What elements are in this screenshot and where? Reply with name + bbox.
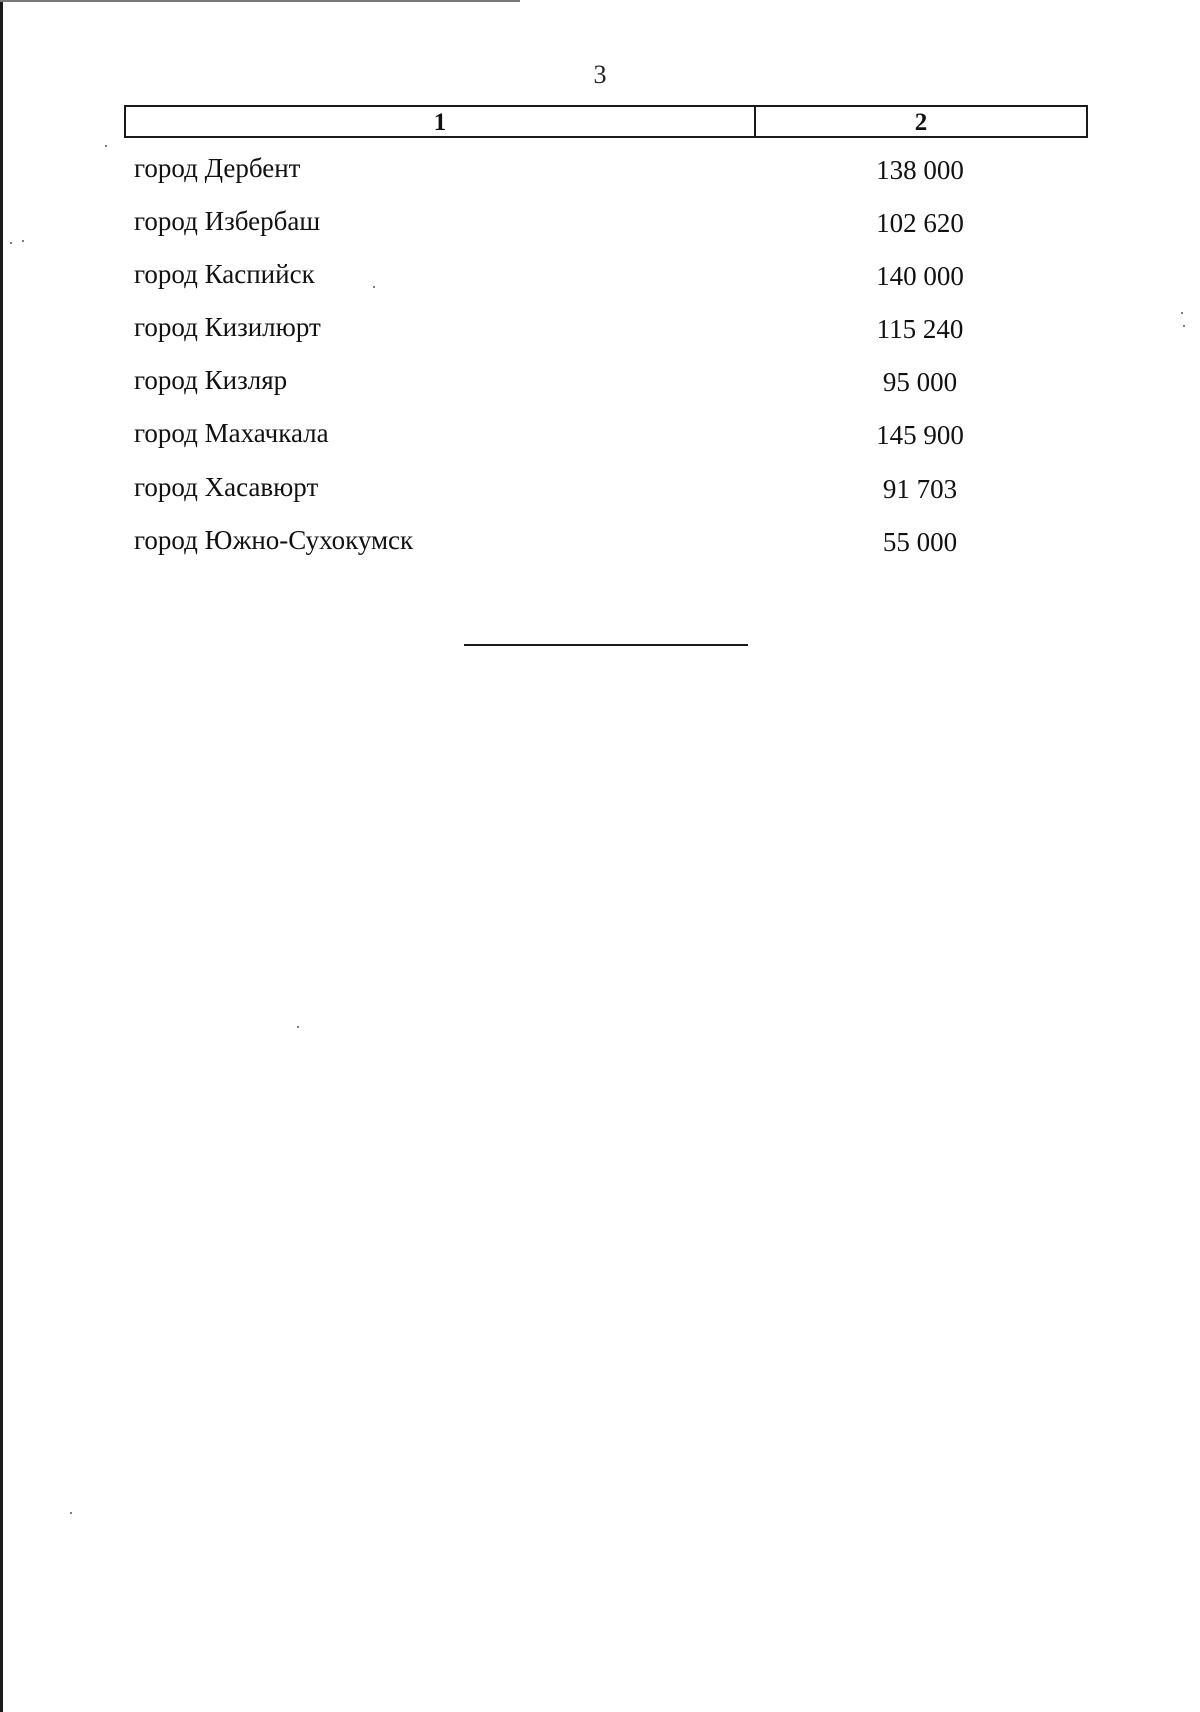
city-name: город Дербент [134, 153, 301, 183]
table-row [0, 256, 1200, 296]
city-name: город Южно-Сухокумск [134, 525, 414, 555]
city-value: 91 703 [882, 474, 958, 504]
city-value: 140 000 [876, 261, 964, 291]
city-value: 95 000 [882, 367, 958, 397]
scan-speck [297, 1026, 299, 1028]
city-name: город Кизилюрт [134, 312, 321, 342]
table-row [0, 309, 1200, 349]
city-name: город Кизляр [134, 365, 288, 395]
scan-speck [1183, 325, 1185, 327]
city-value: 102 620 [876, 208, 964, 238]
city-name: город Избербаш [134, 206, 321, 236]
city-name: город Каспийск [134, 259, 315, 289]
city-value: 145 900 [876, 420, 964, 450]
city-value: 55 000 [882, 527, 958, 557]
scan-speck [10, 242, 12, 244]
table-row [0, 415, 1200, 455]
city-value: 138 000 [876, 155, 964, 185]
scan-speck [1181, 312, 1183, 314]
table-row [0, 522, 1200, 562]
scan-speck [105, 145, 107, 147]
column-header-1: 1 [126, 107, 756, 136]
table-row [0, 469, 1200, 509]
city-name: город Махачкала [134, 418, 329, 448]
scan-speck [22, 240, 24, 242]
scan-speck [70, 1512, 72, 1514]
city-name: город Хасавюрт [134, 472, 319, 502]
city-value: 115 240 [876, 314, 964, 344]
table-header-row [124, 105, 1088, 138]
page-number: 3 [593, 60, 607, 89]
scan-top-edge [0, 0, 520, 2]
table-row [0, 150, 1200, 190]
scan-speck [373, 286, 375, 288]
end-of-document-rule [464, 644, 748, 646]
table-row [0, 362, 1200, 402]
column-header-2: 2 [914, 109, 928, 136]
table-row [0, 203, 1200, 243]
